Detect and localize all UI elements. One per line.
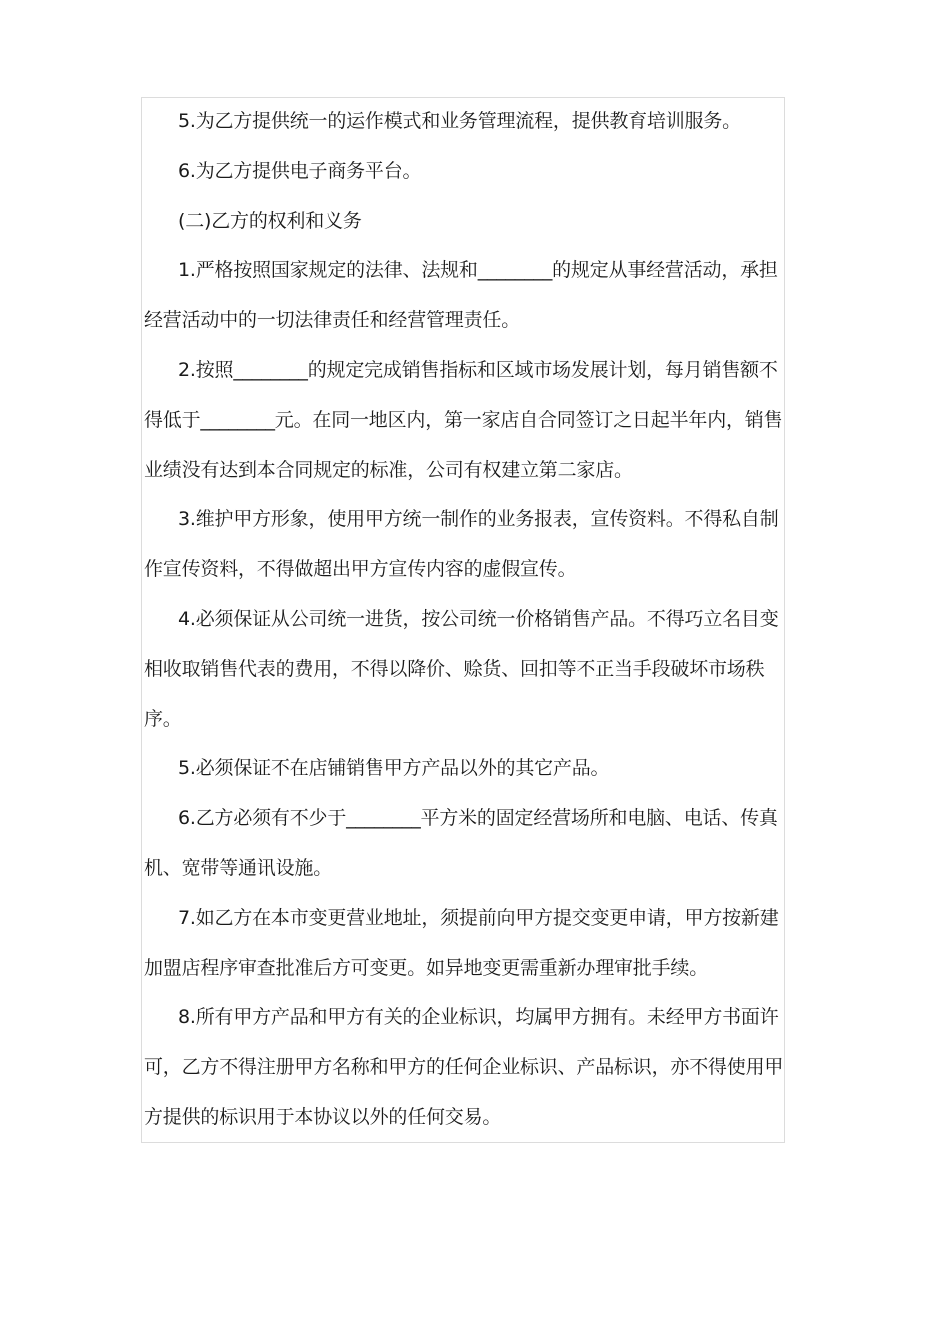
paragraph-1: 5.为乙方提供统一的运作模式和业务管理流程，提供教育培训服务。 [178, 110, 741, 132]
paragraph-7: 5.必须保证不在店铺销售甲方产品以外的其它产品。 [178, 757, 610, 780]
paragraph-2: 6.为乙方提供电子商务平台。 [178, 159, 422, 182]
section-heading: (二)乙方的权利和义务 [178, 209, 362, 232]
paragraph-4: 2.按照________的规定完成销售指标和区域市场发展计划，每月销售额不得低于________元。在同一地区内，第一家店自合同签订之日起半年内，销售业绩没有达到本合同规定的标准，公司有权建立第二家店。 [144, 358, 783, 481]
paragraph-6: 4.必须保证从公司统一进货，按公司统一价格销售产品。不得巧立名目变相收取销售代表的费用，不得以降价、赊货、回扣等不正当手段破坏市场秩序。 [144, 607, 779, 730]
paragraph-10: 8.所有甲方产品和甲方有关的企业标识，均属甲方拥有。未经甲方书面许可，乙方不得注册甲方名称和甲方的任何企业标识、产品标识，亦不得使用甲方提供的标识用于本协议以外的任何交易。 [144, 1006, 784, 1128]
paragraph-5: 3.维护甲方形象，使用甲方统一制作的业务报表，宣传资料。不得私自制作宣传资料，不得做超出甲方宣传内容的虚假宣传。 [144, 508, 779, 581]
paragraph-8: 6.乙方必须有不少于________平方米的固定经营场所和电脑、电话、传真机、宽带等通讯设施。 [144, 807, 778, 879]
document-body [144, 97, 788, 1143]
paragraph-9: 7.如乙方在本市变更营业地址，须提前向甲方提交变更申请，甲方按新建加盟店程序审查批准后方可变更。如异地变更需重新办理审批手续。 [144, 906, 779, 979]
paragraph-3: 1.严格按照国家规定的法律、法规和________的规定从事经营活动，承担经营活动中的一切法律责任和经营管理责任。 [144, 259, 778, 332]
